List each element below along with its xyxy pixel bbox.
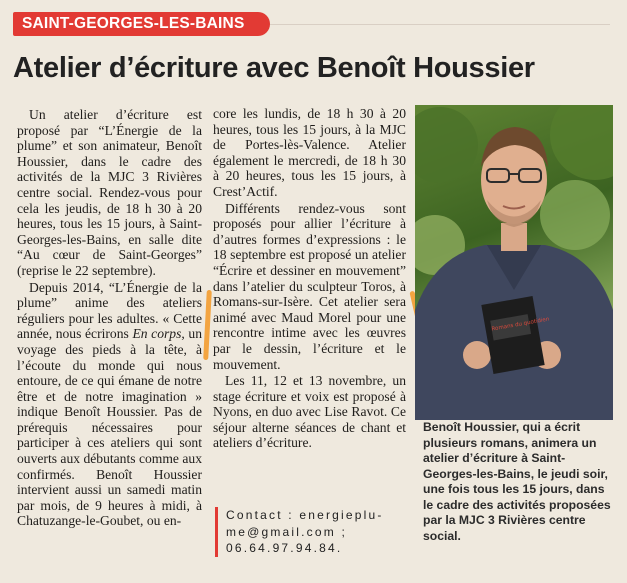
contact-line: 06.64.97.94.84. [226, 541, 343, 555]
paragraph: core les lundis, de 18 h 30 à 20 heures, tous les 15 jours, à la MJC de Portes-lès-Valence. Atelier également le mercredi, de 18 h 30 à 20 heures, tous les 15 jours, à Crest’Actif. [213, 106, 406, 199]
paragraph: Depuis 2014, “L’Énergie de la plume” anime des ateliers réguliers pour les adultes. « Cette année, nous écrirons En corps, un voyage des pieds à la tête, à l’écoute du monde qui nous entoure, de ce qui émane de notre être et de notre imagination » indique Benoît Houssier. Pas de prérequis nécessaires pour participer à ces ateliers qui sont ouverts aux débutants comme aux confirmés. Benoît Houssier intervient aussi un samedi matin par mois, de 9 heures à midi, à Chatuzange-le-Goubet, ou en- [17, 279, 202, 529]
portrait-photo [415, 105, 613, 420]
contact-line: Contact : energieplu- [226, 508, 384, 522]
article-headline: Atelier d’écriture avec Benoît Houssier [13, 52, 535, 84]
paragraph: Un atelier d’écriture est proposé par “L’Énergie de la plume” et son animateur, Benoît Houssier, dans le cadre des activités de la MJC 3 Rivières centre social. Rendez-vous pour cela les jeudis, de 18 h 30 à 20 heures, tous les 15 jours, à Saint-Georges-les-Bains, en salle dite “Au cœur de Saint-Georges” (reprise le 22 septembre). [17, 107, 202, 278]
article-column-1 [17, 107, 202, 529]
book-cover-title: Romans du quotidien [491, 316, 550, 333]
paragraph: Les 11, 12 et 13 novembre, un stage écriture et voix est proposé à Nyons, en duo avec Lise Ravot. Ce séjour alterne séances de chant et ateliers d’écriture. [213, 373, 406, 451]
highlighter-mark [203, 290, 212, 360]
book-title-emphasis: En corps [132, 326, 182, 342]
section-kicker: SAINT-GEORGES-LES-BAINS [13, 12, 270, 36]
contact-line: me@gmail.com ; [226, 524, 347, 539]
photo-caption: Benoît Houssier, qui a écrit plusieurs romans, animera un atelier d’écriture à Saint-Georges-les-Bains, le jeudi soir, une fois tous les 15 jours, dans le cadre des activités proposées par la MJC 3 Rivières centre social. [423, 420, 611, 543]
kicker-rule [270, 24, 610, 25]
contact-box [215, 507, 407, 557]
paragraph: Différents rendez-vous sont proposés pour allier l’écriture à d’autres formes d’expressions : le 18 septembre est proposé un atelier “Écrire et dessiner en mouvement” dans l’atelier du sculpteur Toros, à Romans-sur-Isère. Cet atelier sera animé avec Maud Morel pour une rencontre intime avec les œuvres par le dessin, l’écriture et le mouvement. [213, 200, 406, 372]
article-column-2 [213, 106, 406, 451]
portrait-illustration [415, 105, 613, 420]
